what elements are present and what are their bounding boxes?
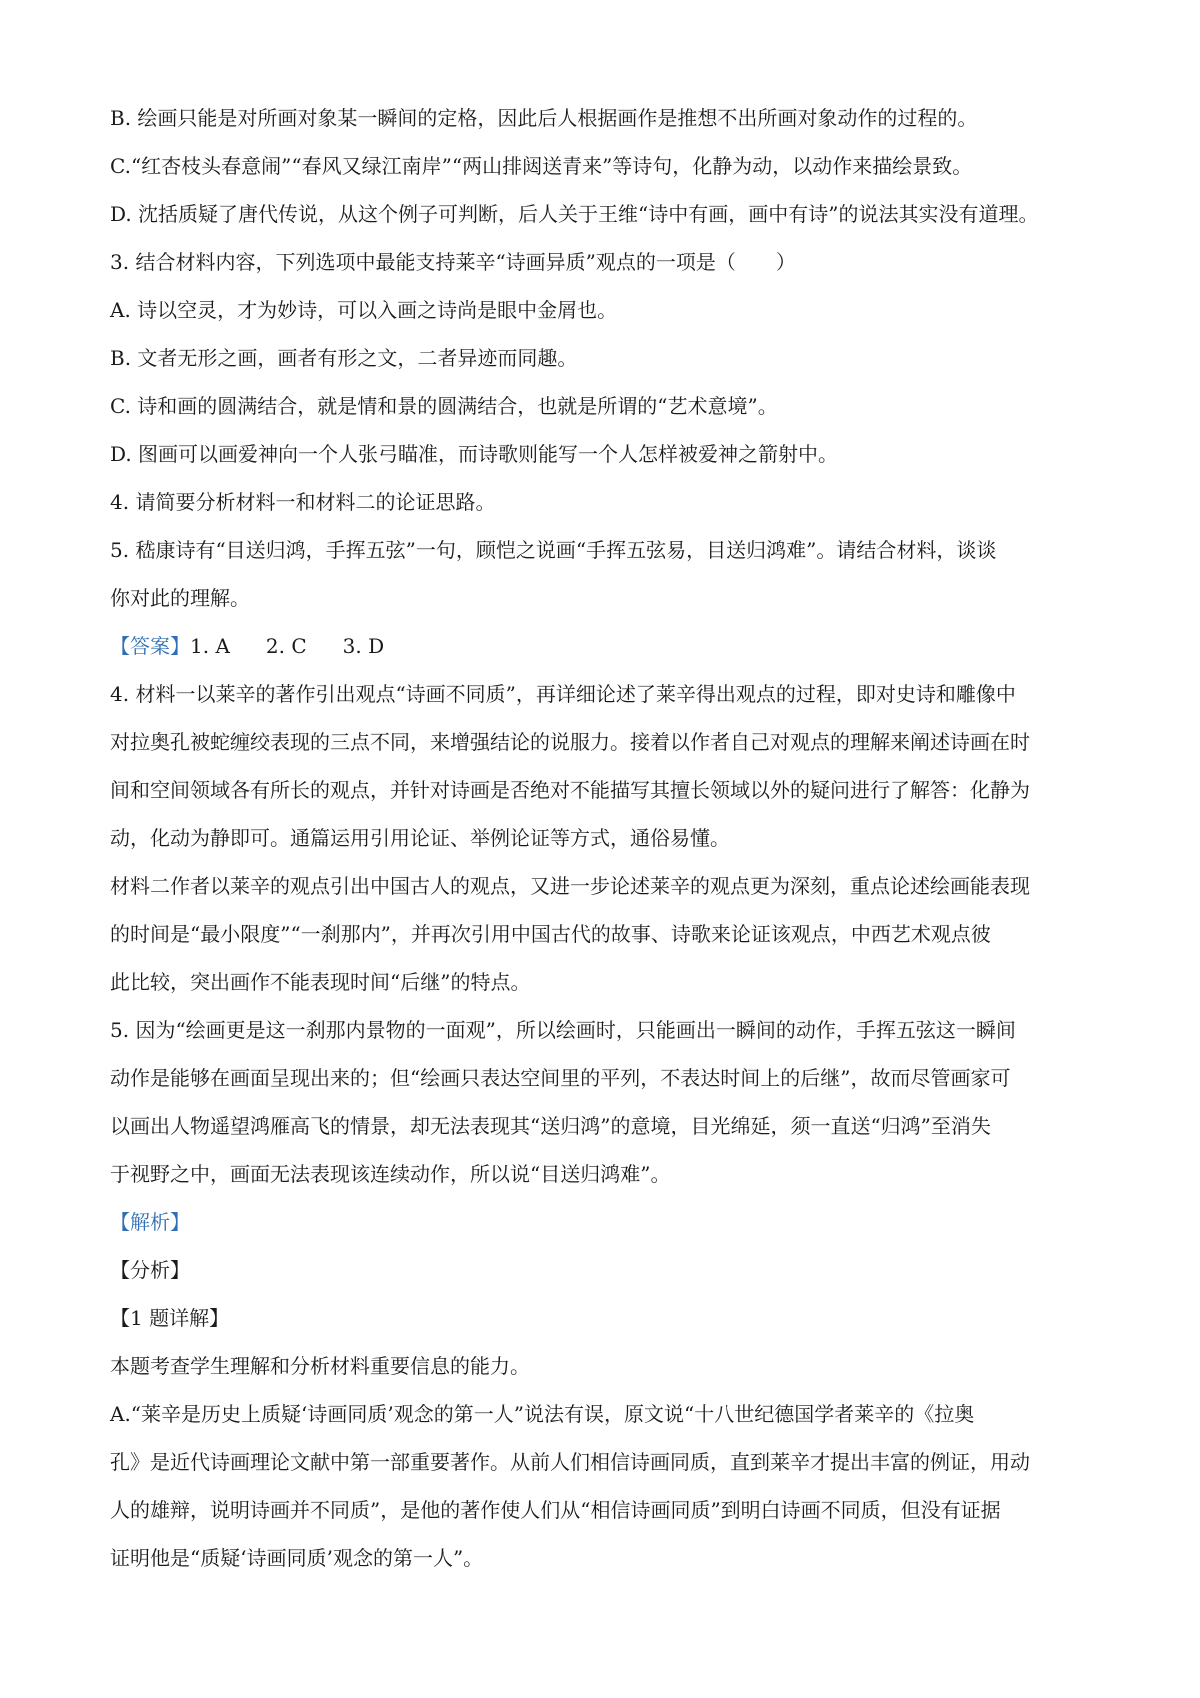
q4-answer-line: 间和空间领域各有所长的观点，并针对诗画是否绝对不能描写其擅长领域以外的疑问进行了解答：化静为 <box>110 778 1030 802</box>
analysis-option-a-line: A.“莱辛是历史上质疑‘诗画同质’观念的第一人”说法有误，原文说“十八世纪德国学者莱辛的《拉奥 <box>110 1402 975 1426</box>
q4-answer-line: 动，化动为静即可。通篇运用引用论证、举例论证等方式，通俗易懂。 <box>110 826 730 850</box>
q4-answer-line: 此比较，突出画作不能表现时间“后继”的特点。 <box>110 970 531 994</box>
analysis-tag: 【解析】 <box>110 1210 190 1234</box>
q4-answer-line: 的时间是“最小限度”“一刹那内”，并再次引用中国古代的故事、诗歌来论证该观点，中西艺术观点彼 <box>110 922 991 946</box>
q5-answer-line: 于视野之中，画面无法表现该连续动作，所以说“目送归鸿难”。 <box>110 1162 671 1186</box>
answer-1: 1. A <box>190 634 230 658</box>
q5-answer-line: 动作是能够在画面呈现出来的；但“绘画只表达空间里的平列，不表达时间上的后继”，故而尽管画家可 <box>110 1066 1011 1090</box>
q3-option-c: C. 诗和画的圆满结合，就是情和景的圆满结合，也就是所谓的“艺术意境”。 <box>110 394 778 418</box>
q2-option-c: C.“红杏枝头春意闹”“春风又绿江南岸”“两山排闼送青来”等诗句，化静为动，以动作来描绘景致。 <box>110 154 973 178</box>
q4-stem: 4. 请简要分析材料一和材料二的论证思路。 <box>110 490 496 514</box>
q5-answer-line: 5. 因为“绘画更是这一刹那内景物的一面观”，所以绘画时，只能画出一瞬间的动作，手挥五弦这一瞬间 <box>110 1018 1016 1042</box>
q4-answer-line: 材料二作者以莱辛的观点引出中国古人的观点，又进一步论述莱辛的观点更为深刻，重点论述绘画能表现 <box>110 874 1030 898</box>
q3-option-b: B. 文者无形之画，画者有形之文，二者异迹而同趣。 <box>110 346 578 370</box>
q4-answer-line: 4. 材料一以莱辛的著作引出观点“诗画不同质”，再详细论述了莱辛得出观点的过程，即对史诗和雕像中 <box>110 682 1016 706</box>
analysis-intro: 本题考查学生理解和分析材料重要信息的能力。 <box>110 1354 530 1378</box>
q5-answer-line: 以画出人物遥望鸿雁高飞的情景，却无法表现其“送归鸿”的意境，目光绵延，须一直送“归鸿”至消失 <box>110 1114 991 1138</box>
answer-line <box>110 622 1100 670</box>
analysis-option-a-line: 孔》是近代诗画理论文献中第一部重要著作。从前人们相信诗画同质，直到莱辛才提出丰富的例证，用动 <box>110 1450 1030 1474</box>
q3-stem: 3. 结合材料内容，下列选项中最能支持莱辛“诗画异质”观点的一项是（ ） <box>110 250 796 274</box>
q2-option-d: D. 沈括质疑了唐代传说，从这个例子可判断，后人关于王维“诗中有画，画中有诗”的说法其实没有道理。 <box>110 202 1039 226</box>
answer-2: 2. C <box>265 634 307 658</box>
analysis-option-a-line: 人的雄辩，说明诗画并不同质”，是他的著作使人们从“相信诗画同质”到明白诗画不同质，但没有证据 <box>110 1498 1001 1522</box>
document-page <box>110 94 1100 1582</box>
analysis-option-a-line: 证明他是“质疑‘诗画同质’观念的第一人”。 <box>110 1546 484 1570</box>
q3-option-a: A. 诗以空灵，才为妙诗，可以入画之诗尚是眼中金屑也。 <box>110 298 618 322</box>
q3-option-d: D. 图画可以画爱神向一个人张弓瞄准，而诗歌则能写一个人怎样被爱神之箭射中。 <box>110 442 839 466</box>
answer-tag: 【答案】 <box>110 634 190 658</box>
q1-detail-heading: 【1 题详解】 <box>110 1306 230 1330</box>
q2-option-b: B. 绘画只能是对所画对象某一瞬间的定格，因此后人根据画作是推想不出所画对象动作的过程的。 <box>110 106 978 130</box>
q4-answer-line: 对拉奥孔被蛇缠绞表现的三点不同，来增强结论的说服力。接着以作者自己对观点的理解来阐述诗画在时 <box>110 730 1030 754</box>
q5-stem-line-1: 5. 嵇康诗有“目送归鸿，手挥五弦”一句，顾恺之说画“手挥五弦易，目送归鸿难”。请结合材料，谈谈 <box>110 538 997 562</box>
q5-stem-line-2: 你对此的理解。 <box>110 586 250 610</box>
fenxi-heading: 【分析】 <box>110 1258 190 1282</box>
answer-3: 3. D <box>342 634 385 658</box>
